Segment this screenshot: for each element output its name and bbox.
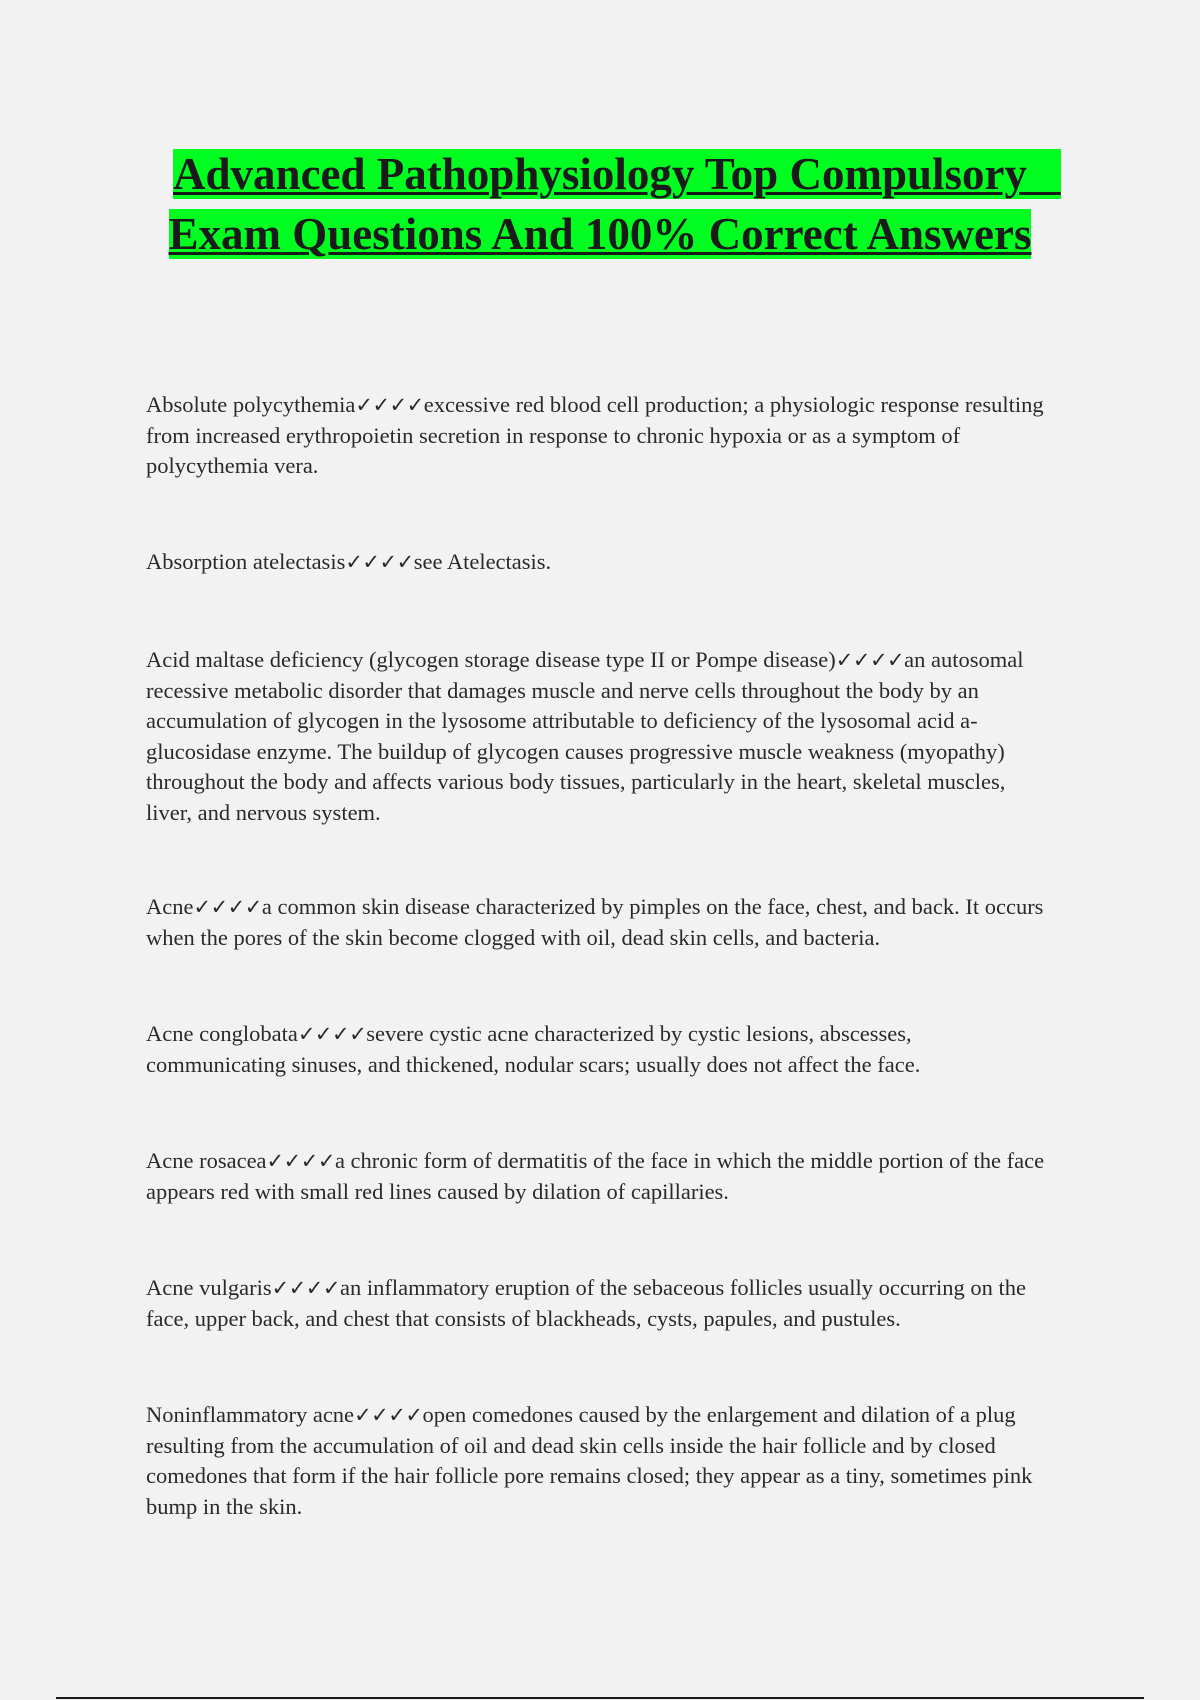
- entry-definition: see Atelectasis.: [413, 549, 552, 574]
- glossary-entry: [146, 1146, 1056, 1207]
- entry-term: Absolute polycythemia: [146, 392, 356, 417]
- checkmarks-icon: ✓✓✓✓: [835, 648, 905, 672]
- glossary-entry: [146, 390, 1056, 482]
- checkmarks-icon: ✓✓✓✓: [266, 1149, 335, 1173]
- document-title: [150, 144, 1061, 264]
- checkmarks-icon: ✓✓✓✓: [193, 895, 262, 919]
- entry-definition: a common skin disease characterized by pimples on the face, chest, and back. It occurs when the pores of the skin become clogged with oil, dead skin cells, and bacteria.: [146, 894, 1044, 950]
- entry-definition: an inflammatory eruption of the sebaceous follicles usually occurring on the face, upper back, and chest that consists of blackheads, cysts, papules, and pustules.: [146, 1275, 1027, 1331]
- glossary-entry: [146, 547, 1056, 578]
- entry-definition: a chronic form of dermatitis of the face in which the middle portion of the face appears red with small red lines caused by dilation of capillaries.: [146, 1148, 1045, 1204]
- checkmarks-icon: ✓✓✓✓: [297, 1022, 367, 1046]
- entry-term: Acne: [146, 894, 194, 919]
- entry-definition: excessive red blood cell production; a physiologic response resulting from increased erythropoietin secretion in response to chronic hypoxia or as a symptom of polycythemia vera.: [146, 392, 1044, 478]
- entry-definition: open comedones caused by the enlargement and dilation of a plug resulting from the accumulation of oil and dead skin cells inside the hair follicle and by closed comedones that form if the hair follicle pore remains closed; they appear as a tiny, sometimes pink bump in the skin.: [146, 1402, 1033, 1519]
- glossary-entry: [146, 1019, 1056, 1080]
- entry-term: Noninflammatory acne: [146, 1402, 355, 1427]
- entry-term: Acne vulgaris: [146, 1275, 272, 1300]
- entry-term: Acne conglobata: [146, 1021, 298, 1046]
- glossary-entry: [146, 1273, 1056, 1334]
- checkmarks-icon: ✓✓✓✓: [354, 1403, 423, 1427]
- entry-definition: severe cystic acne characterized by cystic lesions, abscesses, communicating sinuses, and thickened, nodular scars; usually does not affect the face.: [146, 1021, 921, 1077]
- glossary-entry: [146, 1400, 1056, 1522]
- entry-term: Acid maltase deficiency (glycogen storage disease type II or Pompe disease): [146, 647, 836, 672]
- checkmarks-icon: ✓✓✓✓: [345, 550, 414, 574]
- glossary-entry: [146, 645, 1056, 828]
- checkmarks-icon: ✓✓✓✓: [271, 1276, 340, 1300]
- entry-term: Acne rosacea: [146, 1148, 267, 1173]
- document-title-text: Advanced Pathophysiology Top Compulsory Exam Questions And 100% Correct Answers: [168, 149, 1061, 259]
- entry-term: Absorption atelectasis: [146, 549, 346, 574]
- checkmarks-icon: ✓✓✓✓: [355, 393, 424, 417]
- entry-definition: an autosomal recessive metabolic disorder that damages muscle and nerve cells throughout the body by an accumulation of glycogen in the lysosome attributable to deficiency of the lysosomal acid a-glucosidase enzyme. The buildup of glycogen causes progressive muscle weakness (myopathy) throughout the body and affects various body tissues, particularly in the heart, skeletal muscles, liver, and nervous system.: [146, 647, 1024, 825]
- glossary-entry: [146, 892, 1056, 953]
- page-divider: [56, 1697, 1144, 1699]
